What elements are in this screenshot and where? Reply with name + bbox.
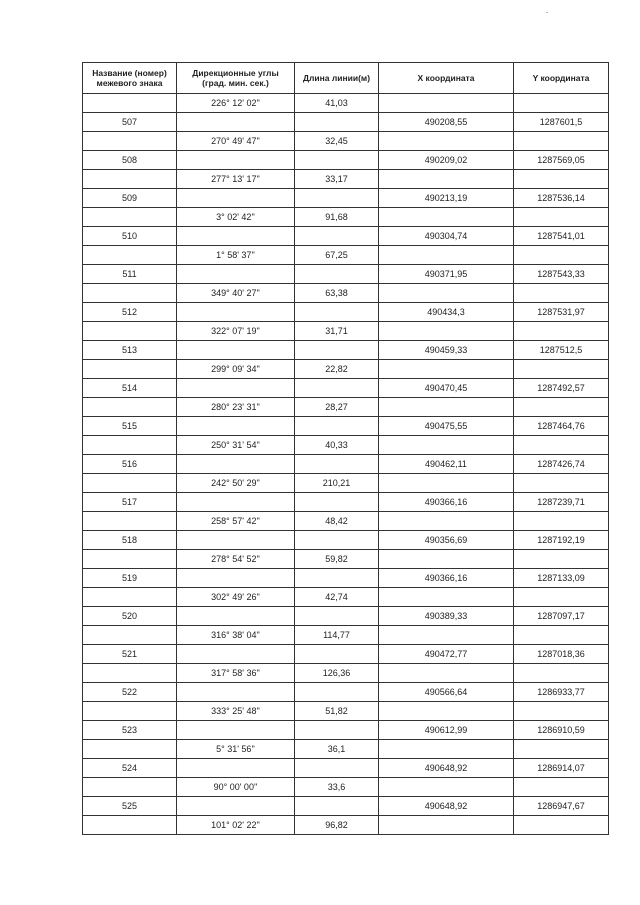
cell-line-length	[295, 455, 379, 474]
cell-bearing: 349° 40' 27''	[177, 284, 295, 303]
cell-line-length	[295, 151, 379, 170]
cell-point-name: 514	[83, 379, 177, 398]
cell-y-coordinate	[514, 94, 609, 113]
header-bearing-line1: Дирекционные углы	[192, 68, 279, 78]
cell-line-length	[295, 265, 379, 284]
table-row-line	[83, 664, 609, 683]
cell-y-coordinate	[514, 702, 609, 721]
cell-y-coordinate	[514, 778, 609, 797]
table-row-line	[83, 512, 609, 531]
table-row-point	[83, 113, 609, 132]
cell-x-coordinate	[379, 208, 514, 227]
cell-x-coordinate: 490566,64	[379, 683, 514, 702]
cell-line-length: 67,25	[295, 246, 379, 265]
cell-x-coordinate	[379, 664, 514, 683]
cell-y-coordinate: 1287512,5	[514, 341, 609, 360]
cell-bearing: 302° 49' 26''	[177, 588, 295, 607]
cell-y-coordinate: 1287464,76	[514, 417, 609, 436]
table-row-line	[83, 132, 609, 151]
cell-x-coordinate	[379, 284, 514, 303]
header-bearing	[177, 63, 295, 94]
cell-bearing: 333° 25' 48''	[177, 702, 295, 721]
cell-y-coordinate	[514, 550, 609, 569]
cell-y-coordinate: 1286914,07	[514, 759, 609, 778]
cell-x-coordinate: 490213,19	[379, 189, 514, 208]
header-x-coordinate: X координата	[379, 63, 514, 94]
cell-point-name	[83, 284, 177, 303]
cell-line-length: 59,82	[295, 550, 379, 569]
header-point-name	[83, 63, 177, 94]
cell-x-coordinate	[379, 246, 514, 265]
cell-y-coordinate	[514, 816, 609, 835]
cell-x-coordinate	[379, 550, 514, 569]
cell-x-coordinate: 490648,92	[379, 797, 514, 816]
cell-point-name	[83, 436, 177, 455]
cell-line-length	[295, 303, 379, 322]
header-y-coordinate: Y координата	[514, 63, 609, 94]
cell-bearing	[177, 303, 295, 322]
cell-line-length: 63,38	[295, 284, 379, 303]
cell-bearing: 101° 02' 22''	[177, 816, 295, 835]
cell-bearing	[177, 341, 295, 360]
cell-line-length	[295, 227, 379, 246]
table-row-point	[83, 151, 609, 170]
cell-point-name: 512	[83, 303, 177, 322]
table-row-point	[83, 797, 609, 816]
cell-line-length	[295, 569, 379, 588]
cell-bearing	[177, 797, 295, 816]
cell-line-length: 36,1	[295, 740, 379, 759]
table-row-point	[83, 531, 609, 550]
cell-x-coordinate	[379, 398, 514, 417]
cell-bearing	[177, 379, 295, 398]
cell-bearing	[177, 569, 295, 588]
cell-line-length	[295, 189, 379, 208]
cell-bearing	[177, 721, 295, 740]
cell-point-name	[83, 664, 177, 683]
cell-y-coordinate	[514, 512, 609, 531]
cell-y-coordinate	[514, 740, 609, 759]
cell-x-coordinate	[379, 360, 514, 379]
cell-bearing: 258° 57' 42''	[177, 512, 295, 531]
cell-y-coordinate: 1287569,05	[514, 151, 609, 170]
cell-bearing	[177, 189, 295, 208]
table-row-point	[83, 683, 609, 702]
cell-y-coordinate	[514, 246, 609, 265]
table-row-point	[83, 341, 609, 360]
cell-point-name: 511	[83, 265, 177, 284]
cell-point-name	[83, 474, 177, 493]
cell-bearing: 299° 09' 34''	[177, 360, 295, 379]
cell-bearing	[177, 113, 295, 132]
table-row-line	[83, 702, 609, 721]
cell-point-name	[83, 626, 177, 645]
cell-point-name: 520	[83, 607, 177, 626]
table-row-line	[83, 94, 609, 113]
table-row-point	[83, 379, 609, 398]
cell-point-name	[83, 588, 177, 607]
cell-bearing: 322° 07' 19''	[177, 322, 295, 341]
cell-y-coordinate	[514, 360, 609, 379]
cell-line-length: 114,77	[295, 626, 379, 645]
cell-point-name: 523	[83, 721, 177, 740]
cell-x-coordinate: 490648,92	[379, 759, 514, 778]
header-bearing-line2: (град. мин. сек.)	[202, 78, 269, 88]
table-body	[83, 94, 609, 835]
cell-bearing: 250° 31' 54''	[177, 436, 295, 455]
cell-point-name	[83, 398, 177, 417]
cell-point-name: 513	[83, 341, 177, 360]
cell-point-name	[83, 94, 177, 113]
cell-x-coordinate: 490612,99	[379, 721, 514, 740]
cell-line-length: 210,21	[295, 474, 379, 493]
table-row-line	[83, 284, 609, 303]
cell-x-coordinate: 490472,77	[379, 645, 514, 664]
table-row-point	[83, 493, 609, 512]
cell-point-name: 507	[83, 113, 177, 132]
cell-y-coordinate	[514, 170, 609, 189]
cell-point-name	[83, 740, 177, 759]
cell-point-name: 522	[83, 683, 177, 702]
cell-y-coordinate: 1286947,67	[514, 797, 609, 816]
table-row-point	[83, 721, 609, 740]
cell-bearing: 316° 38' 04''	[177, 626, 295, 645]
cell-y-coordinate	[514, 474, 609, 493]
cell-point-name	[83, 512, 177, 531]
cell-y-coordinate: 1287239,71	[514, 493, 609, 512]
cell-line-length: 91,68	[295, 208, 379, 227]
cell-line-length: 51,82	[295, 702, 379, 721]
cell-y-coordinate: 1287018,36	[514, 645, 609, 664]
boundary-points-table	[82, 62, 609, 835]
cell-bearing: 3° 02' 42''	[177, 208, 295, 227]
cell-point-name	[83, 246, 177, 265]
table-row-line	[83, 778, 609, 797]
cell-x-coordinate	[379, 626, 514, 645]
table-row-line	[83, 474, 609, 493]
cell-point-name	[83, 208, 177, 227]
cell-y-coordinate: 1287531,97	[514, 303, 609, 322]
scan-artifact	[546, 12, 548, 13]
cell-y-coordinate: 1287133,09	[514, 569, 609, 588]
cell-line-length: 33,6	[295, 778, 379, 797]
cell-y-coordinate	[514, 322, 609, 341]
cell-line-length: 31,71	[295, 322, 379, 341]
cell-line-length: 96,82	[295, 816, 379, 835]
cell-line-length: 28,27	[295, 398, 379, 417]
cell-line-length: 40,33	[295, 436, 379, 455]
cell-y-coordinate	[514, 626, 609, 645]
cell-line-length: 33,17	[295, 170, 379, 189]
cell-point-name: 521	[83, 645, 177, 664]
cell-line-length	[295, 683, 379, 702]
cell-point-name: 508	[83, 151, 177, 170]
header-point-name-line1: Название (номер)	[92, 68, 167, 78]
cell-point-name	[83, 322, 177, 341]
cell-bearing: 90° 00' 00''	[177, 778, 295, 797]
cell-x-coordinate: 490470,45	[379, 379, 514, 398]
table-row-line	[83, 322, 609, 341]
cell-point-name: 524	[83, 759, 177, 778]
cell-x-coordinate	[379, 740, 514, 759]
cell-x-coordinate: 490371,95	[379, 265, 514, 284]
cell-y-coordinate	[514, 664, 609, 683]
cell-x-coordinate: 490459,33	[379, 341, 514, 360]
cell-x-coordinate	[379, 512, 514, 531]
cell-point-name: 525	[83, 797, 177, 816]
cell-x-coordinate	[379, 588, 514, 607]
table-row-point	[83, 303, 609, 322]
cell-point-name: 509	[83, 189, 177, 208]
cell-line-length: 126,36	[295, 664, 379, 683]
cell-y-coordinate: 1287543,33	[514, 265, 609, 284]
cell-y-coordinate: 1287541,01	[514, 227, 609, 246]
cell-x-coordinate: 490366,16	[379, 569, 514, 588]
cell-point-name	[83, 816, 177, 835]
cell-line-length	[295, 531, 379, 550]
cell-x-coordinate	[379, 474, 514, 493]
cell-bearing: 1° 58' 37''	[177, 246, 295, 265]
cell-bearing	[177, 417, 295, 436]
cell-x-coordinate	[379, 816, 514, 835]
table-row-line	[83, 816, 609, 835]
table-row-line	[83, 588, 609, 607]
cell-x-coordinate: 490356,69	[379, 531, 514, 550]
cell-bearing: 226° 12' 02''	[177, 94, 295, 113]
cell-line-length	[295, 759, 379, 778]
table-row-point	[83, 569, 609, 588]
table-row-line	[83, 436, 609, 455]
cell-bearing: 270° 49' 47''	[177, 132, 295, 151]
cell-line-length: 42,74	[295, 588, 379, 607]
cell-bearing: 280° 23' 31''	[177, 398, 295, 417]
table-row-line	[83, 626, 609, 645]
cell-point-name: 519	[83, 569, 177, 588]
cell-y-coordinate: 1287097,17	[514, 607, 609, 626]
cell-bearing	[177, 759, 295, 778]
cell-line-length: 22,82	[295, 360, 379, 379]
table-row-line	[83, 208, 609, 227]
header-point-name-line2: межевого знака	[96, 78, 163, 88]
cell-x-coordinate	[379, 322, 514, 341]
cell-line-length	[295, 417, 379, 436]
cell-point-name	[83, 360, 177, 379]
cell-line-length	[295, 797, 379, 816]
cell-x-coordinate: 490366,16	[379, 493, 514, 512]
cell-point-name	[83, 170, 177, 189]
cell-bearing: 317° 58' 36''	[177, 664, 295, 683]
table-row-point	[83, 189, 609, 208]
cell-line-length	[295, 607, 379, 626]
cell-point-name: 510	[83, 227, 177, 246]
table-row-line	[83, 246, 609, 265]
cell-line-length: 32,45	[295, 132, 379, 151]
cell-point-name: 518	[83, 531, 177, 550]
cell-line-length: 48,42	[295, 512, 379, 531]
cell-bearing	[177, 531, 295, 550]
cell-bearing: 5° 31' 56''	[177, 740, 295, 759]
table-header-row	[83, 63, 609, 94]
table-row-line	[83, 398, 609, 417]
table-row-line	[83, 170, 609, 189]
cell-y-coordinate: 1287192,19	[514, 531, 609, 550]
cell-x-coordinate	[379, 778, 514, 797]
cell-bearing: 278° 54' 52''	[177, 550, 295, 569]
cell-bearing	[177, 455, 295, 474]
cell-line-length: 41,03	[295, 94, 379, 113]
cell-point-name	[83, 132, 177, 151]
table-row-point	[83, 417, 609, 436]
cell-bearing	[177, 227, 295, 246]
cell-line-length	[295, 379, 379, 398]
cell-point-name	[83, 550, 177, 569]
cell-x-coordinate: 490304,74	[379, 227, 514, 246]
cell-y-coordinate	[514, 284, 609, 303]
cell-bearing	[177, 607, 295, 626]
cell-y-coordinate	[514, 132, 609, 151]
cell-point-name: 515	[83, 417, 177, 436]
cell-y-coordinate: 1287426,74	[514, 455, 609, 474]
cell-x-coordinate: 490389,33	[379, 607, 514, 626]
cell-line-length	[295, 493, 379, 512]
cell-line-length	[295, 113, 379, 132]
table-row-point	[83, 759, 609, 778]
table-row-point	[83, 265, 609, 284]
cell-bearing	[177, 645, 295, 664]
table-row-line	[83, 360, 609, 379]
cell-y-coordinate	[514, 588, 609, 607]
cell-y-coordinate	[514, 436, 609, 455]
cell-x-coordinate	[379, 94, 514, 113]
cell-bearing	[177, 265, 295, 284]
cell-point-name	[83, 778, 177, 797]
cell-y-coordinate	[514, 398, 609, 417]
table-row-line	[83, 740, 609, 759]
cell-y-coordinate	[514, 208, 609, 227]
table-row-point	[83, 227, 609, 246]
cell-x-coordinate	[379, 170, 514, 189]
cell-y-coordinate: 1286910,59	[514, 721, 609, 740]
cell-bearing	[177, 151, 295, 170]
cell-x-coordinate	[379, 436, 514, 455]
table-row-point	[83, 645, 609, 664]
cell-x-coordinate: 490208,55	[379, 113, 514, 132]
cell-point-name: 516	[83, 455, 177, 474]
cell-y-coordinate: 1287536,14	[514, 189, 609, 208]
table-row-line	[83, 550, 609, 569]
cell-x-coordinate: 490209,02	[379, 151, 514, 170]
table-row-point	[83, 607, 609, 626]
cell-line-length	[295, 645, 379, 664]
cell-x-coordinate: 490475,55	[379, 417, 514, 436]
cell-x-coordinate	[379, 702, 514, 721]
cell-x-coordinate: 490462,11	[379, 455, 514, 474]
cell-bearing: 277° 13' 17''	[177, 170, 295, 189]
cell-bearing: 242° 50' 29''	[177, 474, 295, 493]
cell-point-name: 517	[83, 493, 177, 512]
cell-bearing	[177, 683, 295, 702]
cell-y-coordinate: 1287492,57	[514, 379, 609, 398]
table-row-point	[83, 455, 609, 474]
cell-line-length	[295, 721, 379, 740]
cell-point-name	[83, 702, 177, 721]
cell-x-coordinate: 490434,3	[379, 303, 514, 322]
cell-y-coordinate: 1286933,77	[514, 683, 609, 702]
header-line-length: Длина линии(м)	[295, 63, 379, 94]
cell-x-coordinate	[379, 132, 514, 151]
cell-line-length	[295, 341, 379, 360]
cell-bearing	[177, 493, 295, 512]
cell-y-coordinate: 1287601,5	[514, 113, 609, 132]
